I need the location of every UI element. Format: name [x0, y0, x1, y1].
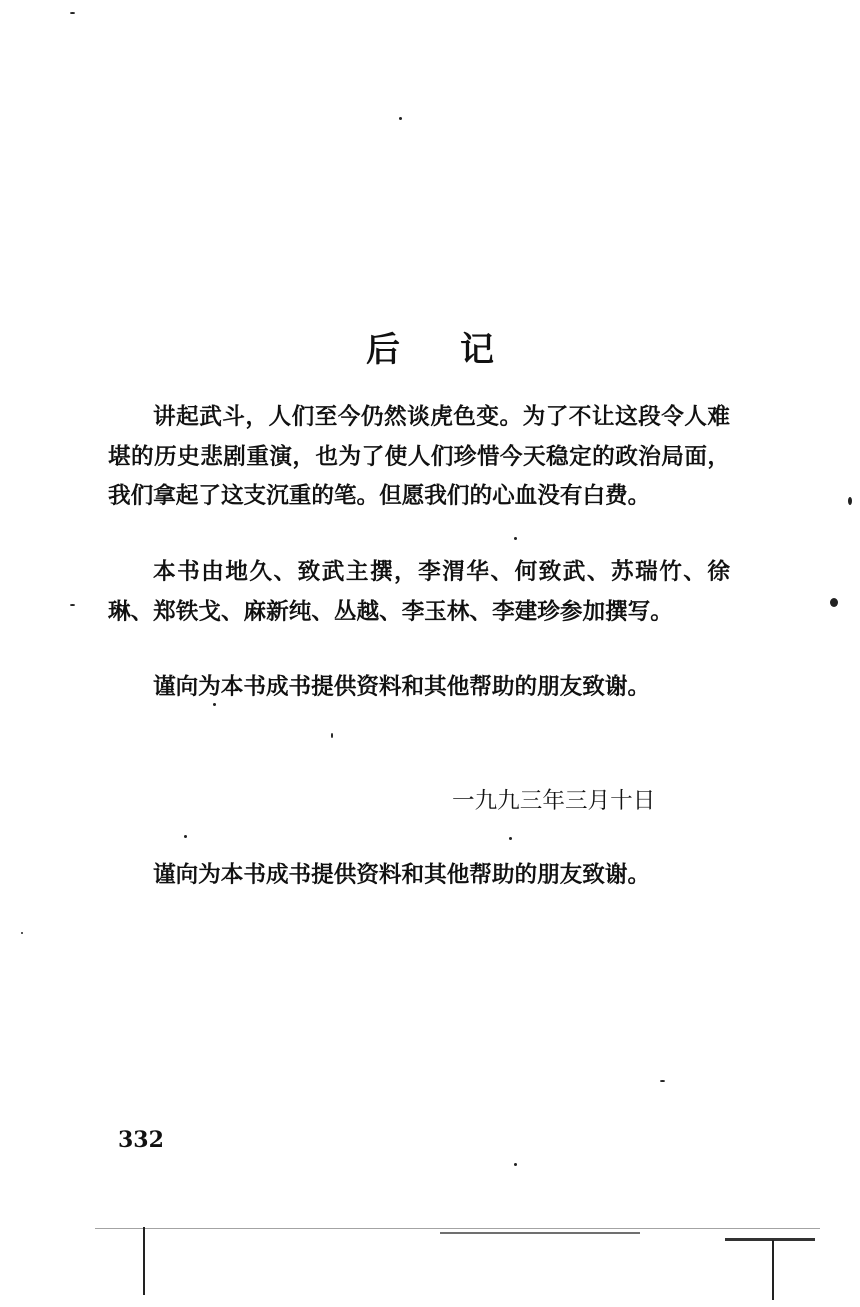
- page-title: 后记: [366, 330, 554, 370]
- scan-speck: [213, 703, 216, 706]
- paragraph-1: 讲起武斗，人们至今仍然谈虎色变。为了不让这段令人难堪的历史悲剧重演，也为了使人们珍惜今天稳定的政治局面，我们拿起了这支沉重的笔。但愿我们的心血没有白费。: [108, 404, 730, 509]
- scan-speck: [660, 1080, 665, 1082]
- scan-edge-line: [143, 1227, 145, 1295]
- scan-speck: [184, 835, 187, 838]
- acknowledgement-line: 谨向为本书成书提供资料和其他帮助的朋友致谢。: [153, 674, 651, 700]
- scan-speck: [21, 932, 23, 934]
- scan-speck: [70, 12, 75, 14]
- scan-edge-line: [440, 1232, 640, 1234]
- scan-speck: [399, 117, 402, 120]
- scan-edge-line: [95, 1228, 820, 1229]
- scan-speck: [848, 497, 852, 505]
- scan-speck: [514, 1163, 517, 1166]
- scan-speck: [514, 537, 517, 540]
- scan-speck: [70, 604, 75, 606]
- date-line: 一九九三年三月十日: [452, 788, 656, 814]
- acknowledgement-line-repeat: 谨向为本书成书提供资料和其他帮助的朋友致谢。: [153, 862, 651, 888]
- scan-edge-line: [725, 1238, 815, 1241]
- paragraph-2: 本书由地久、致武主撰，李渭华、何致武、苏瑞竹、徐琳、郑铁戈、麻新纯、丛越、李玉林、李建珍参加撰写。: [108, 559, 730, 625]
- page-number: 332: [118, 1127, 164, 1153]
- scan-speck: [331, 733, 333, 738]
- scan-edge-line: [772, 1240, 774, 1300]
- scan-speck: [509, 837, 512, 840]
- scan-speck: [830, 598, 838, 607]
